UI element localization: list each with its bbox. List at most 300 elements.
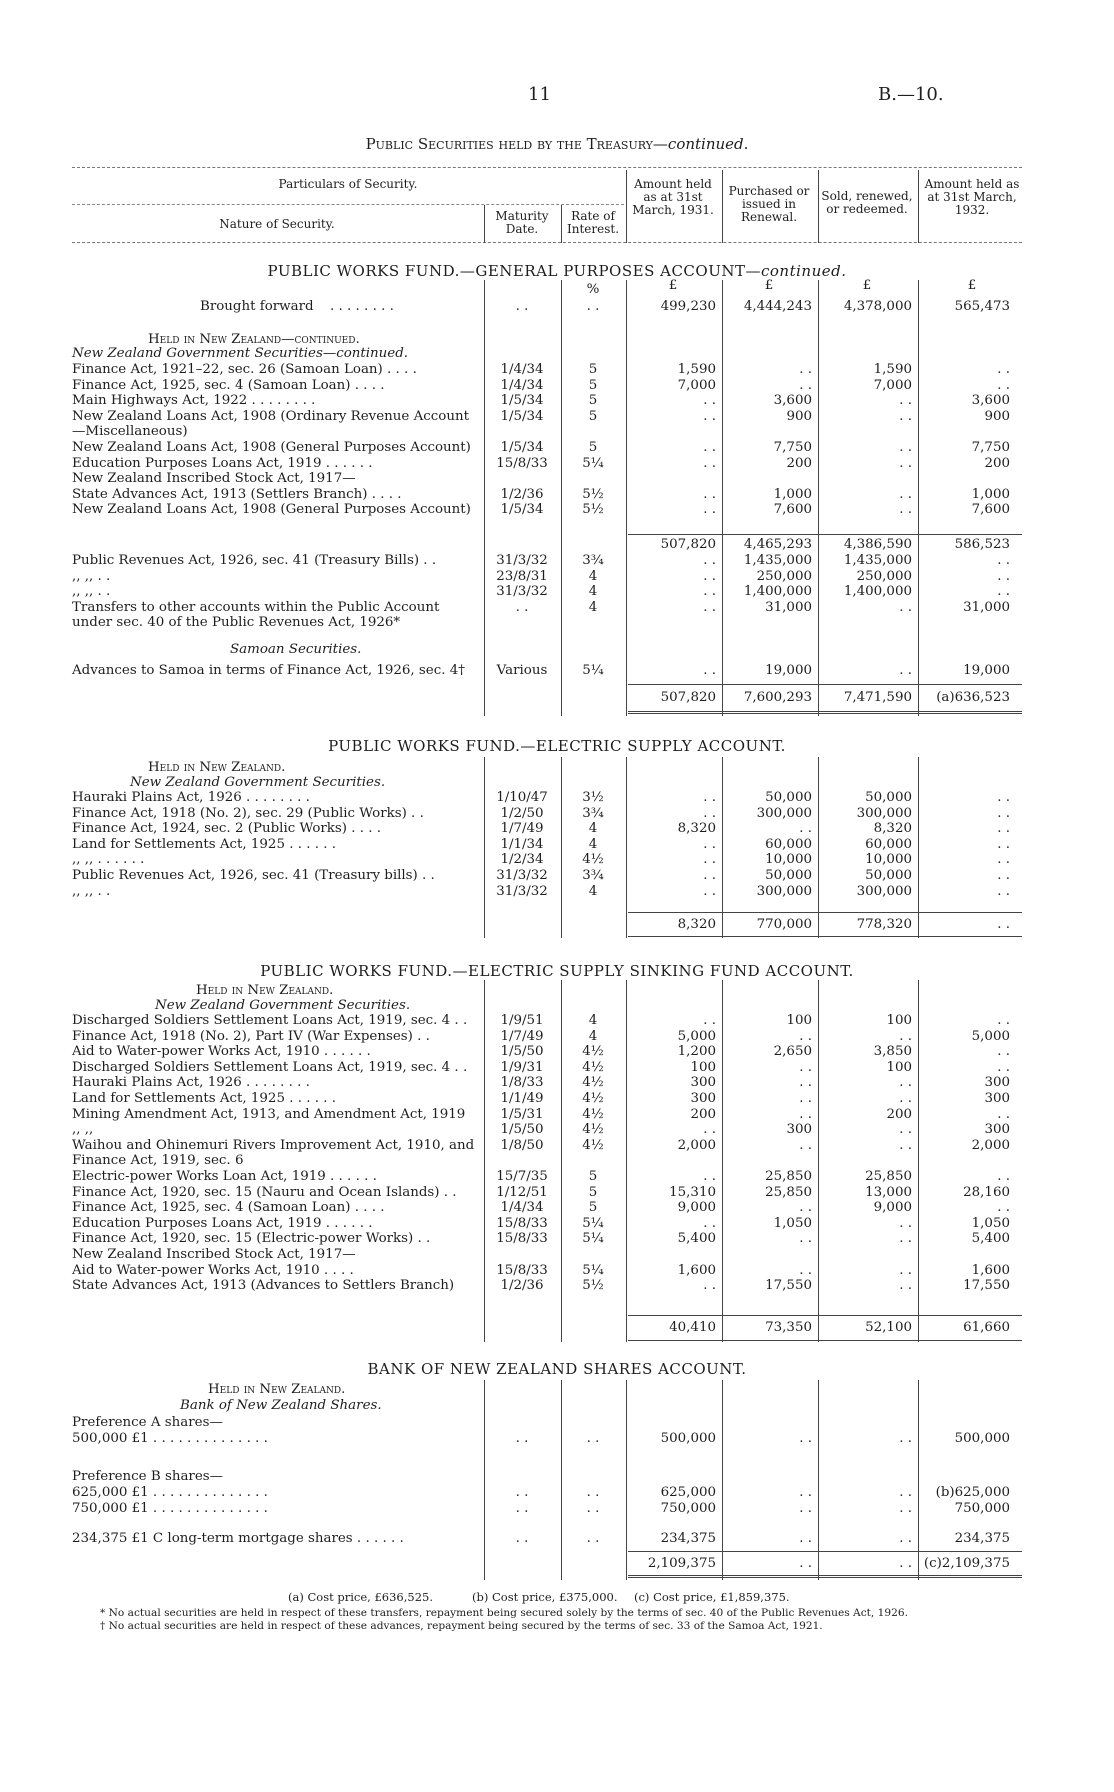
amount-held-1932: 200 <box>984 455 1010 471</box>
amount-purchased: . . <box>799 1200 812 1216</box>
table-row <box>0 1185 1114 1201</box>
amount-held-1932: . . <box>997 790 1010 805</box>
amount-held-1931: . . <box>703 868 716 883</box>
amount-sold: 10,000 <box>865 852 912 868</box>
amount-sold: 13,000 <box>865 1184 912 1200</box>
amount-held-1931: 234,375 <box>660 1531 716 1546</box>
amount-purchased: 31,000 <box>765 599 812 615</box>
interest-rate: 4 <box>588 584 598 600</box>
amount-held-1931: 499,230 <box>660 299 716 314</box>
amount-held-1932: 300 <box>984 1091 1010 1106</box>
table-row <box>0 790 1114 806</box>
interest-rate: 3½ <box>582 790 604 805</box>
maturity-date: 1/1/49 <box>500 1091 544 1106</box>
held-text: Held in New Zealand. <box>148 760 286 775</box>
amount-purchased: 73,350 <box>765 1320 812 1335</box>
column-rule <box>484 1380 485 1580</box>
amount-sold: . . <box>899 486 912 502</box>
amount-purchased: 1,400,000 <box>743 584 812 600</box>
amount-held-1931: . . <box>703 1122 716 1138</box>
interest-rate: 5 <box>588 362 598 377</box>
amount-held-1932: . . <box>997 1169 1010 1184</box>
maturity-date: 1/7/49 <box>500 821 544 837</box>
total-row <box>0 1556 1114 1572</box>
row-label: under sec. 40 of the Public Revenues Act, 1926* <box>72 615 401 631</box>
row-label: New Zealand Inscribed Stock Act, 1917— <box>72 471 356 487</box>
column-rule <box>918 1380 919 1580</box>
maturity-date: 1/5/34 <box>500 393 544 409</box>
row-label: Finance Act, 1925, sec. 4 (Samoan Loan) . . . . <box>72 377 385 393</box>
amount-purchased: 25,850 <box>765 1169 812 1184</box>
pref-b-row <box>0 1501 1114 1517</box>
amount-purchased: . . <box>799 1531 812 1546</box>
row-label: ,, ,, <box>72 1122 94 1138</box>
maturity-date: 1/2/36 <box>500 1278 544 1294</box>
maturity-date: 1/4/34 <box>500 362 544 377</box>
amount-sold: . . <box>899 408 912 424</box>
table-row <box>0 806 1114 822</box>
amount-sold: . . <box>899 1278 912 1294</box>
page-title <box>0 135 1114 153</box>
table-row <box>0 456 1114 472</box>
amount-purchased: 19,000 <box>765 663 812 678</box>
table-row <box>0 553 1114 569</box>
table-row <box>0 487 1114 503</box>
amount-purchased: 4,444,243 <box>743 299 812 314</box>
row-label: Land for Settlements Act, 1925 . . . . . . <box>72 836 337 852</box>
amount-held-1931: . . <box>703 486 716 502</box>
gov-securities-cont: New Zealand Government Securities—continued. <box>72 346 409 361</box>
amount-held-1931: . . <box>703 883 716 899</box>
table-row <box>0 868 1114 884</box>
amount-sold: . . <box>899 1231 912 1247</box>
row-label: Education Purposes Loans Act, 1919 . . . . . . <box>72 455 373 471</box>
amount-sold: . . <box>899 1137 912 1153</box>
amount-held-1932: . . <box>997 1013 1010 1028</box>
rule <box>561 205 562 243</box>
maturity-date: 31/3/32 <box>496 868 548 883</box>
maturity-date: 1/8/33 <box>500 1075 544 1091</box>
amount-sold: . . <box>899 1431 912 1446</box>
amount-purchased: . . <box>799 1501 812 1516</box>
amount-sold: . . <box>899 393 912 409</box>
pound-sign: £ <box>764 278 774 293</box>
row-label: 500,000 £1 . . . . . . . . . . . . . . <box>72 1431 268 1446</box>
interest-rate: 4½ <box>582 1044 604 1060</box>
row-label: Mining Amendment Act, 1913, and Amendment Act, 1919 <box>72 1106 466 1122</box>
amount-held-1931: 625,000 <box>660 1485 716 1500</box>
col-rate: Rate of Interest. <box>566 209 620 236</box>
amount-held-1932: 300 <box>984 1122 1010 1138</box>
table-row <box>0 821 1114 837</box>
amount-purchased: 50,000 <box>765 868 812 883</box>
column-rule <box>561 1380 562 1580</box>
maturity-date: Various <box>496 663 548 678</box>
amount-purchased: 900 <box>786 408 812 424</box>
interest-rate: 5½ <box>582 502 604 518</box>
held-in-nz <box>148 760 285 776</box>
interest-rate: 5 <box>588 393 598 409</box>
amount-held-1932: . . <box>997 917 1010 932</box>
row-label: Finance Act, 1925, sec. 4 (Samoan Loan) . . . . <box>72 1200 385 1216</box>
table-row <box>0 1200 1114 1216</box>
table-row <box>0 852 1114 868</box>
row-label: Discharged Soldiers Settlement Loans Act, 1919, sec. 4 . . <box>72 1013 468 1028</box>
amount-sold: . . <box>899 1215 912 1231</box>
col-held-1932: Amount held as at 31st March, 1932. <box>924 177 1020 217</box>
amount-held-1931: 5,400 <box>677 1231 716 1247</box>
amount-held-1931: 5,000 <box>677 1028 716 1044</box>
interest-rate: 5½ <box>582 486 604 502</box>
amount-sold: 4,386,590 <box>843 537 912 552</box>
section-heading-bank: BANK OF NEW ZEALAND SHARES ACCOUNT. <box>367 1360 747 1378</box>
amount-sold: 1,400,000 <box>843 584 912 600</box>
interest-rate: . . <box>586 1485 600 1500</box>
amount-sold: 52,100 <box>865 1320 912 1335</box>
maturity-date: 1/10/47 <box>496 790 548 805</box>
maturity-date: . . <box>515 299 529 314</box>
pref-b-row <box>0 1485 1114 1501</box>
amount-held-1931: 200 <box>690 1106 716 1122</box>
amount-sold: 7,000 <box>873 377 912 393</box>
amount-held-1931: 300 <box>690 1091 716 1106</box>
interest-rate: 4 <box>588 883 598 899</box>
amount-held-1931: . . <box>703 663 716 678</box>
row-label: ,, ,, . . <box>72 584 111 600</box>
total-rule <box>628 936 1022 937</box>
row-label: Hauraki Plains Act, 1926 . . . . . . . . <box>72 790 310 805</box>
table-row <box>0 1278 1114 1294</box>
amount-held-1932: 17,550 <box>963 1278 1010 1294</box>
amount-sold: 300,000 <box>856 805 912 821</box>
rule <box>484 205 485 243</box>
amount-held-1932: 1,000 <box>971 486 1010 502</box>
amount-sold: 100 <box>886 1059 912 1075</box>
amount-sold: . . <box>899 1531 912 1546</box>
amount-purchased: . . <box>799 377 812 393</box>
interest-rate: 4½ <box>582 1122 604 1138</box>
amount-held-1931: 9,000 <box>677 1200 716 1216</box>
table-row <box>0 584 1114 600</box>
amount-purchased: 17,550 <box>765 1278 812 1294</box>
table-row <box>0 1029 1114 1045</box>
interest-rate: 4½ <box>582 1137 604 1153</box>
table-row <box>0 471 1114 487</box>
amount-sold: 778,320 <box>856 917 912 932</box>
row-label: Finance Act, 1918 (No. 2), sec. 29 (Public Works) . . <box>72 805 424 821</box>
amount-held-1932: . . <box>997 1059 1010 1075</box>
amount-sold: 100 <box>886 1013 912 1028</box>
amount-held-1932: . . <box>997 805 1010 821</box>
amount-held-1931: 100 <box>690 1059 716 1075</box>
amount-sold: 1,590 <box>873 362 912 377</box>
row-label: Discharged Soldiers Settlement Loans Act, 1919, sec. 4 . . <box>72 1059 468 1075</box>
amount-sold: . . <box>899 1075 912 1091</box>
amount-sold: . . <box>899 663 912 678</box>
held-in-nz <box>196 983 333 999</box>
maturity-date: 15/8/33 <box>496 455 548 471</box>
table-row <box>0 1044 1114 1060</box>
amount-held-1932: 750,000 <box>954 1501 1010 1516</box>
table-row <box>0 1107 1114 1123</box>
amount-purchased: 7,600,293 <box>743 690 812 705</box>
maturity-date: 1/5/34 <box>500 408 544 424</box>
row-label: State Advances Act, 1913 (Settlers Branch) . . . . <box>72 486 402 502</box>
maturity-date: 1/4/34 <box>500 377 544 393</box>
amount-held-1931: 300 <box>690 1075 716 1091</box>
row-label: Public Revenues Act, 1926, sec. 41 (Treasury Bills) . . <box>72 553 437 568</box>
amount-held-1931: . . <box>703 440 716 455</box>
amount-purchased: 60,000 <box>765 836 812 852</box>
interest-rate: . . <box>586 1431 600 1446</box>
amount-sold: . . <box>899 1485 912 1500</box>
row-label: Hauraki Plains Act, 1926 . . . . . . . . <box>72 1075 310 1091</box>
amount-held-1932: 500,000 <box>954 1431 1010 1446</box>
amount-held-1931: . . <box>703 568 716 584</box>
row-label: Land for Settlements Act, 1925 . . . . . . <box>72 1091 337 1106</box>
total-row <box>0 917 1114 933</box>
amount-sold: . . <box>899 599 912 615</box>
amount-held-1932: (b)625,000 <box>935 1485 1010 1500</box>
amount-sold: 200 <box>886 1106 912 1122</box>
interest-rate: 5 <box>588 1200 598 1216</box>
interest-rate: 3¾ <box>582 805 604 821</box>
maturity-date: 1/5/34 <box>500 440 544 455</box>
amount-sold: 25,850 <box>865 1169 912 1184</box>
amount-sold: . . <box>899 1122 912 1138</box>
maturity-date: 23/8/31 <box>496 568 548 584</box>
row-label: Finance Act, 1921–22, sec. 26 (Samoan Loan) . . . . <box>72 362 417 377</box>
amount-purchased: 25,850 <box>765 1184 812 1200</box>
amount-held-1932: . . <box>997 836 1010 852</box>
interest-rate: 5 <box>588 440 598 455</box>
amount-purchased: 300,000 <box>756 805 812 821</box>
amount-held-1931: . . <box>703 584 716 600</box>
amount-purchased: 300 <box>786 1122 812 1138</box>
amount-held-1931: 15,310 <box>669 1184 716 1200</box>
amount-purchased: . . <box>799 1431 812 1446</box>
amount-purchased: 770,000 <box>756 917 812 932</box>
amount-held-1931: . . <box>703 1013 716 1028</box>
table-row <box>0 1060 1114 1076</box>
amount-held-1931: 750,000 <box>660 1501 716 1516</box>
amount-held-1932: 565,473 <box>954 299 1010 314</box>
amount-held-1931: . . <box>703 599 716 615</box>
row-label: Public Revenues Act, 1926, sec. 41 (Treasury bills) . . <box>72 868 435 883</box>
amount-sold: 50,000 <box>865 790 912 805</box>
amount-held-1931: 500,000 <box>660 1431 716 1446</box>
column-rule <box>722 1380 723 1580</box>
table-row <box>0 1075 1114 1091</box>
amount-purchased: 100 <box>786 1013 812 1028</box>
amount-sold: . . <box>899 440 912 455</box>
table-row <box>0 569 1114 585</box>
row-label: 625,000 £1 . . . . . . . . . . . . . . <box>72 1485 268 1500</box>
amount-held-1932: 5,400 <box>971 1231 1010 1247</box>
particulars-rule <box>72 204 624 205</box>
row-label: Electric-power Works Loan Act, 1919 . . . . . . <box>72 1169 377 1184</box>
total-rule <box>628 1577 1022 1578</box>
maturity-date: 15/8/33 <box>496 1215 548 1231</box>
amount-purchased: . . <box>799 1075 812 1091</box>
held-text: Held in New Zealand—continued. <box>148 332 360 347</box>
table-row <box>0 440 1114 456</box>
interest-rate: 5¼ <box>582 455 604 471</box>
amount-held-1932: 1,050 <box>971 1215 1010 1231</box>
amount-held-1932: 61,660 <box>963 1320 1010 1335</box>
table-row <box>0 884 1114 900</box>
amount-held-1931: 507,820 <box>660 690 716 705</box>
interest-rate: 5¼ <box>582 1262 604 1278</box>
heading-continued: continued. <box>760 262 847 280</box>
maturity-date: 1/2/50 <box>500 805 544 821</box>
title-main: Public Securities held by the Treasury— <box>365 135 668 153</box>
row-label: Finance Act, 1920, sec. 15 (Electric-power Works) . . <box>72 1231 431 1247</box>
amount-held-1932: 300 <box>984 1075 1010 1091</box>
total-row <box>0 690 1114 706</box>
samoan-securities-heading: Samoan Securities. <box>230 642 362 657</box>
interest-rate: 4½ <box>582 1106 604 1122</box>
amount-held-1932: . . <box>997 883 1010 899</box>
interest-rate: 4 <box>588 1028 598 1044</box>
total-row <box>0 1320 1114 1336</box>
interest-rate: 3¾ <box>582 868 604 883</box>
interest-rate: 4 <box>588 599 598 615</box>
maturity-date: 15/8/33 <box>496 1231 548 1247</box>
amount-sold: 250,000 <box>856 568 912 584</box>
total-rule <box>628 1551 1022 1552</box>
amount-purchased: 1,050 <box>773 1215 812 1231</box>
interest-rate: 3¾ <box>582 553 604 568</box>
table-row <box>0 1091 1114 1107</box>
row-label: Finance Act, 1918 (No. 2), Part IV (War Expenses) . . <box>72 1028 430 1044</box>
table-row <box>0 362 1114 378</box>
col-purchased: Purchased or issued in Renewal. <box>728 184 810 224</box>
footnote-b: (b) Cost price, £375,000. <box>472 1590 618 1604</box>
row-label: Education Purposes Loans Act, 1919 . . . . . . <box>72 1215 373 1231</box>
amount-sold: 60,000 <box>865 836 912 852</box>
maturity-date: . . <box>515 1501 529 1516</box>
amount-purchased: 7,600 <box>773 502 812 518</box>
amount-held-1932: 234,375 <box>954 1531 1010 1546</box>
table-row <box>0 1013 1114 1029</box>
amount-held-1931: . . <box>703 1278 716 1294</box>
amount-sold: 4,378,000 <box>843 299 912 314</box>
interest-rate: 5 <box>588 408 598 424</box>
amount-held-1932: . . <box>997 584 1010 600</box>
amount-purchased: 250,000 <box>756 568 812 584</box>
pref-b-heading: Preference B shares— <box>72 1469 224 1484</box>
maturity-date: 1/1/34 <box>500 836 544 852</box>
pound-sign: £ <box>668 278 678 293</box>
table-row <box>0 615 1114 631</box>
amount-held-1931: . . <box>703 852 716 868</box>
amount-held-1932: 19,000 <box>963 663 1010 678</box>
maturity-date: . . <box>515 1531 529 1546</box>
row-label: 750,000 £1 . . . . . . . . . . . . . . <box>72 1501 268 1516</box>
amount-held-1931: 1,590 <box>677 362 716 377</box>
amount-held-1932: 1,600 <box>971 1262 1010 1278</box>
amount-held-1932: . . <box>997 868 1010 883</box>
amount-held-1931: . . <box>703 790 716 805</box>
interest-rate: 4 <box>588 821 598 837</box>
table-row <box>0 502 1114 518</box>
amount-purchased: 4,465,293 <box>743 537 812 552</box>
amount-held-1931: 2,000 <box>677 1137 716 1153</box>
row-label: Finance Act, 1919, sec. 6 <box>72 1153 244 1169</box>
row-label: New Zealand Loans Act, 1908 (General Purposes Account) <box>72 440 471 455</box>
amount-held-1931: . . <box>703 553 716 568</box>
amount-sold: 3,850 <box>873 1044 912 1060</box>
amount-purchased: 1,435,000 <box>743 553 812 568</box>
interest-rate: 4 <box>588 836 598 852</box>
maturity-date: 1/8/50 <box>500 1137 544 1153</box>
table-row <box>0 393 1114 409</box>
maturity-date: 1/2/34 <box>500 852 544 868</box>
amount-held-1932: (c)2,109,375 <box>923 1556 1010 1571</box>
interest-rate: 5½ <box>582 1278 604 1294</box>
gov-securities: New Zealand Government Securities. <box>155 998 411 1013</box>
row-label: 234,375 £1 C long-term mortgage shares . . . . . . <box>72 1531 404 1546</box>
table-row <box>0 1231 1114 1247</box>
maturity-date: 1/5/34 <box>500 502 544 518</box>
amount-purchased: . . <box>799 1262 812 1278</box>
interest-rate: 5 <box>588 377 598 393</box>
header-top-rule <box>72 167 1022 168</box>
row-label: ,, ,, . . . . . . <box>72 852 145 868</box>
amount-held-1932: 586,523 <box>954 537 1010 552</box>
maturity-date: . . <box>515 1431 529 1446</box>
pref-a-row <box>0 1431 1114 1447</box>
amount-purchased: 300,000 <box>756 883 812 899</box>
table-row <box>0 424 1114 440</box>
total-rule <box>628 684 1022 685</box>
amount-sold: 9,000 <box>873 1200 912 1216</box>
amount-sold: . . <box>899 1091 912 1106</box>
amount-purchased: 50,000 <box>765 790 812 805</box>
interest-rate: . . <box>586 299 600 314</box>
header-bottom-rule <box>72 242 1022 243</box>
interest-rate: 4½ <box>582 1059 604 1075</box>
pref-a-heading: Preference A shares— <box>72 1415 223 1430</box>
interest-rate: 5¼ <box>582 1231 604 1247</box>
row-label: New Zealand Loans Act, 1908 (General Purposes Account) <box>72 502 471 518</box>
amount-purchased: 10,000 <box>765 852 812 868</box>
amount-held-1931: . . <box>703 393 716 409</box>
amount-purchased: . . <box>799 1231 812 1247</box>
total-rule <box>628 713 1022 714</box>
leader-dots: . . . . . . . . <box>330 299 394 314</box>
table-row <box>0 1263 1114 1279</box>
amount-held-1932: . . <box>997 553 1010 568</box>
column-rule <box>626 1380 627 1580</box>
row-label: New Zealand Inscribed Stock Act, 1917— <box>72 1247 356 1262</box>
table-row <box>0 1122 1114 1138</box>
amount-held-1932: . . <box>997 821 1010 837</box>
amount-sold: . . <box>899 502 912 518</box>
amount-held-1931: . . <box>703 836 716 852</box>
maturity-date: 1/12/51 <box>496 1184 548 1200</box>
footnote-star: * No actual securities are held in respect of these transfers, repayment being secured solely by the terms of sec. 40 of the Public Revenues Act, 1926. <box>100 1607 908 1619</box>
amount-purchased: . . <box>799 1485 812 1500</box>
row-label: Main Highways Act, 1922 . . . . . . . . <box>72 393 316 409</box>
amount-held-1932: . . <box>997 362 1010 377</box>
percent-sign: % <box>586 282 600 297</box>
held-text: Held in New Zealand. <box>208 1382 346 1397</box>
amount-sold: . . <box>899 1262 912 1278</box>
rule <box>722 170 723 243</box>
amount-held-1931: 8,320 <box>677 917 716 932</box>
